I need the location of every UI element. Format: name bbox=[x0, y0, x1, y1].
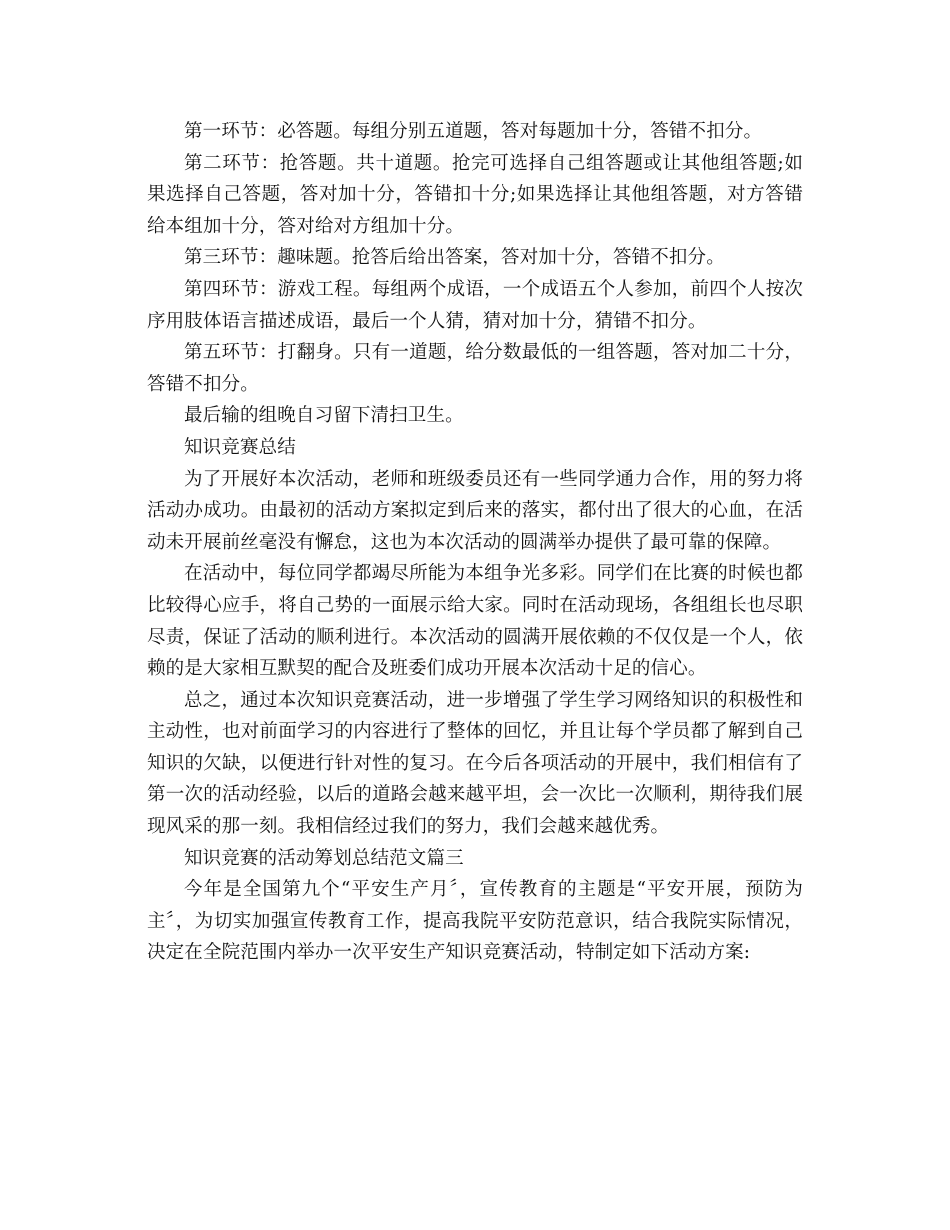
paragraph-summary-preparation: 为了开展好本次活动，老师和班级委员还有一些同学通力合作，用的努力将活动办成功。由最初的活动方案拟定到后来的落实，都付出了很大的心血，在活动未开展前丝毫没有懈怠，这也为本次活动的圆满举办提供了最可靠的保障。 bbox=[147, 468, 803, 553]
paragraph-penalty: 最后输的组晚自习留下清扫卫生。 bbox=[184, 405, 464, 427]
paragraph-summary-conclusion: 总之，通过本次知识竞赛活动，进一步增强了学生学习网络知识的积极性和主动性，也对前面学习的内容进行了整体的回忆，并且让每个学员都了解到自己知识的欠缺，以便进行针对性的复习。在今后各项活动的开展中，我们相信有了第一次的活动经验，以后的道路会越来越平坦，会一次比一次顺利，期待我们展现风采的那一刻。我相信经过我们的努力，我们会越来越优秀。 bbox=[147, 689, 803, 838]
paragraph-summary-activity: 在活动中，每位同学都竭尽所能为本组争光多彩。同学们在比赛的时候也都比较得心应手，将自己势的一面展示给大家。同时在活动现场，各组组长也尽职尽责，保证了活动的顺利进行。本次活动的圆满开展依赖的不仅仅是一个人，依赖的是大家相互默契的配合及班委们成功开展本次活动十足的信心。 bbox=[147, 563, 803, 680]
paragraph-round-one: 第一环节：必答题。每组分别五道题，答对每题加十分，答错不扣分。 bbox=[184, 121, 763, 142]
document-body bbox=[147, 116, 803, 969]
section-heading-summary: 知识竞赛总结 bbox=[184, 436, 296, 458]
paragraph-round-two: 第二环节：抢答题。共十道题。抢完可选择自己组答题或让其他组答题;如果选择自己答题，答对加十分，答错扣十分;如果选择让其他组答题，对方答错给本组加十分，答对给对方组加十分。 bbox=[147, 152, 803, 237]
paragraph-round-three: 第三环节：趣味题。抢答后给出答案，答对加十分，答错不扣分。 bbox=[184, 247, 725, 269]
paragraph-safety-month: 今年是全国第九个“平安生产月〞，宣传教育的主题是“平安开展，预防为主〞，为切实加强宣传教育工作，提高我院平安防范意识，结合我院实际情况，决定在全院范围内举办一次平安生产知识竞赛活动，特制定如下活动方案: bbox=[147, 879, 803, 964]
paragraph-round-five: 第五环节：打翻身。只有一道题，给分数最低的一组答题，答对加二十分，答错不扣分。 bbox=[147, 342, 803, 395]
paragraph-round-four: 第四环节：游戏工程。每组两个成语，一个成语五个人参加，前四个人按次序用肢体语言描述成语，最后一个人猜，猜对加十分，猜错不扣分。 bbox=[147, 278, 803, 332]
section-heading-part-three: 知识竞赛的活动筹划总结范文篇三 bbox=[184, 847, 464, 869]
